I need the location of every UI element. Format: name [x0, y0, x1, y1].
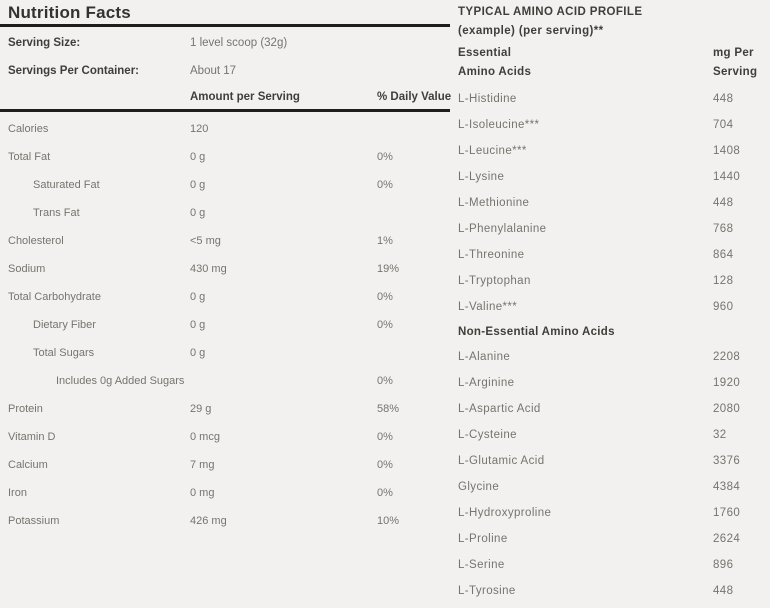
amount-value: 120: [190, 123, 209, 135]
nutrient-row: [0, 507, 450, 535]
daily-value: 19%: [377, 263, 400, 275]
amino-value: 704: [713, 119, 734, 131]
amino-value: 448: [713, 197, 734, 209]
amino-value: 3376: [713, 455, 741, 467]
nutrient-row: [0, 423, 450, 451]
nutrient-label: Total Fat: [8, 151, 51, 163]
amino-name: L-Proline: [458, 533, 508, 545]
amino-profile-title: [458, 3, 770, 41]
amino-value: 128: [713, 275, 734, 287]
nutrient-label: Protein: [8, 403, 43, 415]
amino-row: [458, 422, 770, 448]
amount-value: 29 g: [190, 403, 212, 415]
nutrient-label: Dietary Fiber: [33, 319, 96, 331]
daily-value: 0%: [377, 375, 393, 387]
non-essential-amino-acids-header: Non-Essential Amino Acids: [458, 326, 615, 338]
amino-name: L-Tyrosine: [458, 585, 516, 597]
amino-row: [458, 294, 770, 320]
amino-row: [458, 474, 770, 500]
amino-value: 960: [713, 301, 734, 313]
amino-name: L-Valine***: [458, 301, 518, 313]
amino-value: 448: [713, 585, 734, 597]
serving-info-rows: [0, 29, 450, 85]
nutrient-label: Sodium: [8, 263, 46, 275]
amino-profile-title-line2: (example) (per serving)**: [458, 25, 604, 37]
daily-value: 0%: [377, 319, 393, 331]
nutrient-row: [0, 283, 450, 311]
nutrient-label: Iron: [8, 487, 27, 499]
amino-value: 1760: [713, 507, 741, 519]
header-divider-rule: [0, 109, 450, 112]
amino-name: Glycine: [458, 481, 500, 493]
nutrition-facts-title: Nutrition Facts: [8, 3, 131, 22]
nutrient-row: [0, 339, 450, 367]
nutrient-label: Includes 0g Added Sugars: [56, 375, 185, 387]
daily-value: 0%: [377, 487, 393, 499]
nutrient-row: [0, 199, 450, 227]
essential-amino-rows: [458, 86, 770, 320]
amino-name: L-Alanine: [458, 351, 511, 363]
nutrient-row: [0, 451, 450, 479]
amount-value: 0 mcg: [190, 431, 220, 443]
serving-info-row: [0, 57, 450, 85]
amino-row: [458, 164, 770, 190]
amino-value: 1440: [713, 171, 741, 183]
amino-row: [458, 500, 770, 526]
amino-value: 1920: [713, 377, 741, 389]
amino-name: L-Histidine: [458, 93, 517, 105]
essential-amino-acids-header: Essential Amino Acids: [458, 47, 532, 78]
nutrient-row: [0, 227, 450, 255]
amino-value: 768: [713, 223, 734, 235]
amino-name: L-Isoleucine***: [458, 119, 540, 131]
nutrition-column-headers: [0, 85, 450, 109]
nutrient-label: Total Carbohydrate: [8, 291, 101, 303]
amino-name: L-Threonine: [458, 249, 525, 261]
amino-profile-title-line1: TYPICAL AMINO ACID PROFILE: [458, 6, 643, 18]
amino-row: [458, 138, 770, 164]
nutrient-label: Potassium: [8, 515, 60, 527]
nutrient-row: [0, 143, 450, 171]
amount-value: 0 g: [190, 291, 206, 303]
nutrient-row: [0, 311, 450, 339]
amino-row: [458, 112, 770, 138]
amino-value: 448: [713, 93, 734, 105]
nutrient-label: Cholesterol: [8, 235, 64, 247]
amino-row: [458, 86, 770, 112]
amino-row: [458, 448, 770, 474]
amino-name: L-Serine: [458, 559, 505, 571]
daily-value: 0%: [377, 291, 393, 303]
nutrient-row: [0, 395, 450, 423]
info-value: 1 level scoop (32g): [190, 37, 288, 49]
amino-name: L-Leucine***: [458, 145, 527, 157]
info-value: About 17: [190, 65, 237, 77]
amino-row: [458, 578, 770, 604]
nutrient-row: [0, 255, 450, 283]
amino-value: 896: [713, 559, 734, 571]
amount-value: 0 g: [190, 347, 206, 359]
amino-row: [458, 526, 770, 552]
amino-value: 864: [713, 249, 734, 261]
daily-value: 58%: [377, 403, 400, 415]
amount-value: 7 mg: [190, 459, 215, 471]
info-label: Serving Size:: [8, 37, 81, 49]
amount-value: 430 mg: [190, 263, 227, 275]
amount-value: 0 mg: [190, 487, 215, 499]
daily-value: 10%: [377, 515, 400, 527]
daily-value: 1%: [377, 235, 393, 247]
mg-per-serving-header: mg Per Serving: [713, 47, 758, 78]
amount-value: 0 g: [190, 207, 206, 219]
amino-row: [458, 268, 770, 294]
amount-value: 0 g: [190, 179, 206, 191]
title-divider-rule: [0, 24, 450, 27]
amino-row: [458, 396, 770, 422]
amino-value: 2208: [713, 351, 741, 363]
amino-name: L-Aspartic Acid: [458, 403, 541, 415]
amino-value: 1408: [713, 145, 741, 157]
amino-row: [458, 370, 770, 396]
amino-name: L-Methionine: [458, 197, 530, 209]
amino-name: L-Tryptophan: [458, 275, 531, 287]
amount-per-serving-header: Amount per Serving: [190, 91, 300, 103]
amino-name: L-Lysine: [458, 171, 505, 183]
amino-name: L-Cysteine: [458, 429, 517, 441]
nutrient-row: [0, 171, 450, 199]
amino-row: [458, 190, 770, 216]
amount-value: <5 mg: [190, 235, 221, 247]
amino-name: L-Hydroxyproline: [458, 507, 552, 519]
info-label: Servings Per Container:: [8, 65, 140, 77]
daily-value: 0%: [377, 459, 393, 471]
daily-value: 0%: [377, 151, 393, 163]
amino-row: [458, 216, 770, 242]
nutrient-label: Total Sugars: [33, 347, 95, 359]
amino-row: [458, 552, 770, 578]
nutrient-label: Calories: [8, 123, 49, 135]
amino-name: L-Glutamic Acid: [458, 455, 545, 467]
amount-value: 426 mg: [190, 515, 227, 527]
amino-value: 32: [713, 429, 727, 441]
daily-value-header: % Daily Value: [377, 91, 452, 103]
nutrient-label: Vitamin D: [8, 431, 56, 443]
nutrient-rows: [0, 115, 450, 535]
amino-name: L-Phenylalanine: [458, 223, 547, 235]
nutrient-label: Saturated Fat: [33, 179, 100, 191]
non-essential-amino-rows: [458, 344, 770, 604]
daily-value: 0%: [377, 431, 393, 443]
amino-name: L-Arginine: [458, 377, 515, 389]
amino-value: 4384: [713, 481, 741, 493]
amount-value: 0 g: [190, 151, 206, 163]
amino-row: [458, 242, 770, 268]
daily-value: 0%: [377, 179, 393, 191]
amino-acid-panel: [458, 0, 770, 608]
amino-row: [458, 344, 770, 370]
serving-info-row: [0, 29, 450, 57]
amino-value: 2080: [713, 403, 741, 415]
amount-value: 0 g: [190, 319, 206, 331]
nutrient-row: [0, 479, 450, 507]
nutrient-label: Calcium: [8, 459, 48, 471]
nutrient-label: Trans Fat: [33, 207, 80, 219]
nutrient-row: [0, 115, 450, 143]
amino-value: 2624: [713, 533, 741, 545]
nutrient-row: [0, 367, 450, 395]
